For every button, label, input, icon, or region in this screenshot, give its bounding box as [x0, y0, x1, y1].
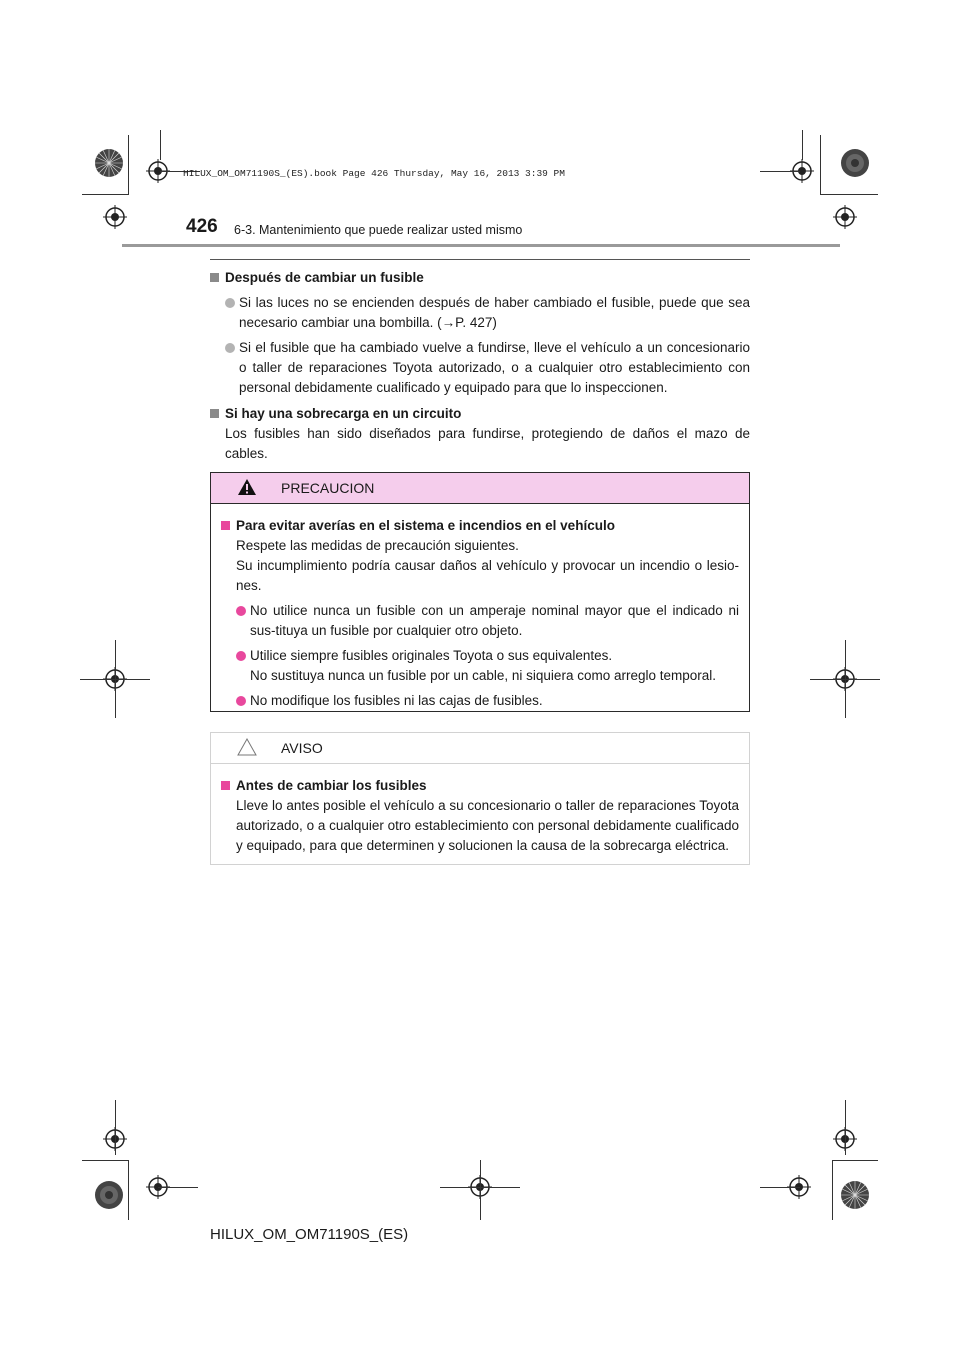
trim-line — [832, 1160, 833, 1220]
square-bullet-icon — [221, 521, 230, 530]
trim-line — [760, 1187, 800, 1188]
list-item — [210, 338, 750, 398]
section-title — [210, 268, 750, 288]
square-bullet-icon — [210, 409, 219, 418]
round-bullet-icon — [236, 606, 246, 616]
round-bullet-icon — [225, 298, 235, 308]
trim-line — [82, 194, 128, 195]
notice-header — [211, 733, 749, 764]
list-item-text: Utilice siempre fusibles originales Toyota o sus equivalentes. — [250, 648, 613, 663]
paragraph: Los fusibles han sido diseñados para fundirse, protegiendo de daños el mazo de cables. — [225, 426, 750, 461]
notice-title — [221, 776, 739, 796]
trim-line — [82, 1160, 128, 1161]
square-bullet-icon — [221, 781, 230, 790]
list-item-text: Si las luces no se encienden después de haber cambiado el fusible, puede que sea necesario cambiar una bombilla. (→P. 427) — [239, 295, 750, 330]
list-item — [221, 691, 739, 711]
list-item-text: No modifique los fusibles ni las cajas de fusibles. — [250, 693, 543, 708]
paragraph: Respete las medidas de precaución siguientes. — [236, 538, 519, 553]
header-band — [122, 244, 840, 247]
list-item — [221, 646, 739, 686]
trim-line — [802, 130, 803, 160]
trim-line — [80, 679, 150, 680]
trim-line — [810, 679, 880, 680]
notice-box — [210, 732, 750, 865]
square-bullet-icon — [210, 273, 219, 282]
main-content — [210, 268, 750, 464]
caution-label: PRECAUCION — [281, 480, 375, 496]
crosshair-icon — [103, 205, 127, 229]
round-bullet-icon — [225, 343, 235, 353]
document-code: HILUX_OM_OM71190S_(ES) — [210, 1226, 409, 1243]
chapter-title: 6-3. Mantenimiento que puede realizar usted mismo — [234, 223, 523, 237]
round-bullet-icon — [236, 651, 246, 661]
trim-line — [158, 1187, 198, 1188]
registration-wheel-icon — [840, 1180, 870, 1210]
caution-title — [221, 516, 739, 536]
warning-triangle-icon — [237, 478, 257, 496]
registration-wheel-icon — [94, 148, 124, 178]
section-title — [210, 404, 750, 424]
paragraph: Lleve lo antes posible el vehículo a su concesionario o taller de reparaciones Toyota autorizado, o a cualquier otro establecimiento con personal debidamente cualificado y equipado, para que determinen y solucionen la causa de la sobrecarga eléctrica. — [236, 798, 739, 853]
page-number: 426 — [186, 216, 218, 237]
list-item-text: No utilice nunca un fusible con un amperaje nominal mayor que el indicado ni sus-tituya un fusible por cualquier otro objeto. — [250, 603, 739, 638]
list-item — [221, 601, 739, 641]
trim-line — [820, 194, 878, 195]
warning-triangle-icon — [237, 738, 257, 756]
caution-box — [210, 472, 750, 712]
paragraph: Su incumplimiento podría causar daños al vehículo y provocar un incendio o lesio-nes. — [236, 558, 739, 593]
list-item — [210, 293, 750, 333]
divider — [210, 259, 750, 260]
crosshair-icon — [833, 205, 857, 229]
registration-wheel-icon — [840, 148, 870, 178]
registration-wheel-icon — [94, 1180, 124, 1210]
list-item-text: No sustituya nunca un fusible por un cable, ni siquiera como arreglo temporal. — [250, 668, 717, 683]
trim-line — [115, 1100, 116, 1155]
trim-line — [128, 135, 129, 195]
round-bullet-icon — [236, 696, 246, 706]
trim-line — [820, 135, 821, 195]
trim-line — [128, 1160, 129, 1220]
section-title-text: Si hay una sobrecarga en un circuito — [225, 406, 462, 421]
trim-line — [832, 1160, 878, 1161]
notice-title-text: Antes de cambiar los fusibles — [236, 778, 427, 793]
caution-title-text: Para evitar averías en el sistema e incendios en el vehículo — [236, 518, 615, 533]
section-title-text: Después de cambiar un fusible — [225, 270, 424, 285]
trim-line — [160, 130, 161, 160]
book-info: HILUX_OM_OM71190S_(ES).book Page 426 Thursday, May 16, 2013 3:39 PM — [183, 168, 565, 179]
trim-line — [845, 1100, 846, 1155]
caution-header — [211, 473, 749, 504]
trim-line — [480, 1160, 481, 1220]
list-item-text: Si el fusible que ha cambiado vuelve a fundirse, lleve el vehículo a un concesionario o taller de reparaciones Toyota autorizado, o a cualquier otro establecimiento con personal debidamente cualificado y equipado para que lo inspeccionen. — [239, 340, 750, 395]
notice-label: AVISO — [281, 740, 323, 756]
trim-line — [760, 171, 800, 172]
